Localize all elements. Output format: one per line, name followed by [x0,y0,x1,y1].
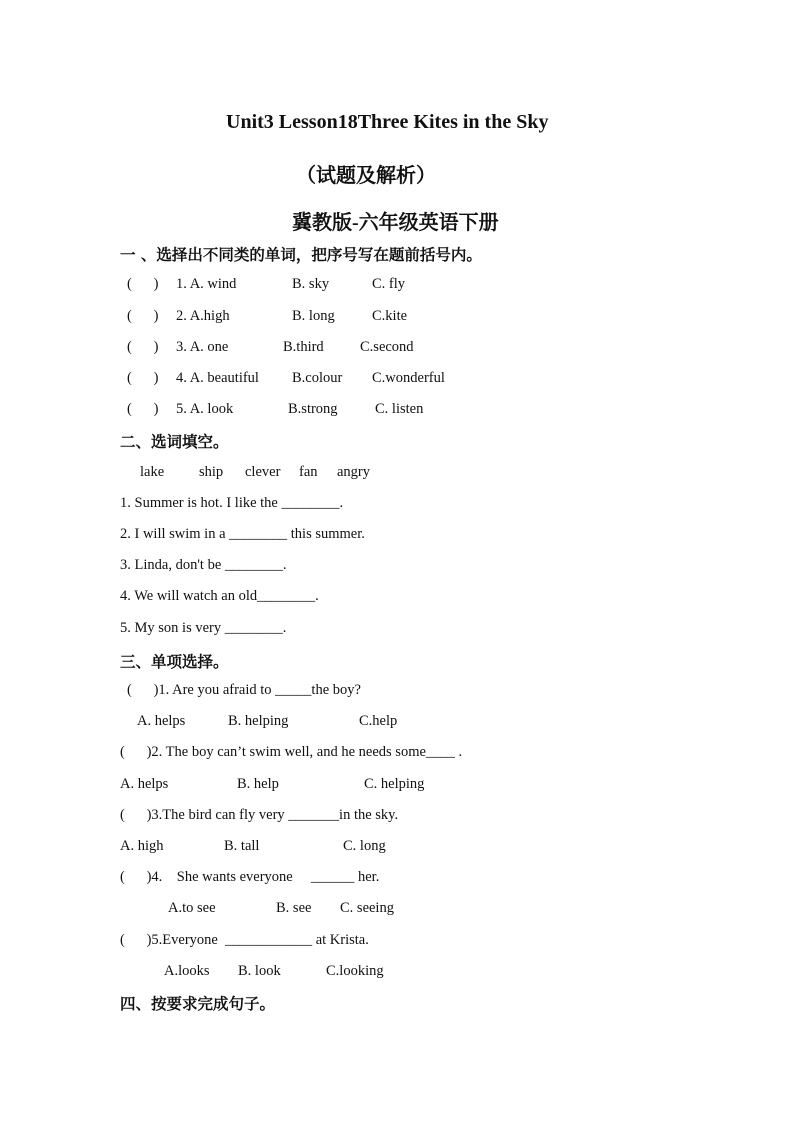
s3-q2-option-c: C. helping [364,776,425,792]
s1-q1-option-b: B. sky [292,276,330,292]
s3-q2-stem: ( )2. The boy can’t swim well, and he needs some____ . [120,744,463,760]
s1-q3-option-b: B.third [283,339,324,355]
s2-item-2: 2. I will swim in a ________ this summer. [120,526,365,542]
page-subtitle: （试题及解析） [296,165,436,187]
section-1-heading: 一 、选择出不同类的单词，把序号写在题前括号内。 [120,246,482,264]
section-3-heading: 三、单项选择。 [120,653,229,671]
section-2-heading: 二、选词填空。 [120,433,229,451]
s3-q4-stem: ( )4. She wants everyone ______ her. [120,869,380,885]
section-4-heading: 四、按要求完成句子。 [120,995,276,1013]
s3-q5-option-c: C.looking [326,963,384,979]
s1-q5-option-c: C. listen [375,401,424,417]
s1-q4-option-c: C.wonderful [372,370,445,386]
word-bank-ship: ship [199,464,224,480]
s1-q1-bracket: ( ) [127,276,159,292]
s3-q4-option-b: B. see [276,900,312,916]
word-bank-fan: fan [299,464,318,480]
word-bank-lake: lake [140,464,165,480]
s1-q5-option-a: 5. A. look [176,401,234,417]
s2-item-4: 4. We will watch an old________. [120,588,319,604]
s1-q2-option-b: B. long [292,308,335,324]
s1-q2-option-c: C.kite [372,308,408,324]
s3-q5-stem: ( )5.Everyone ____________ at Krista. [120,932,369,948]
s3-q1-option-b: B. helping [228,713,289,729]
s1-q4-option-b: B.colour [292,370,343,386]
s3-q1-stem: ( )1. Are you afraid to _____the boy? [127,682,361,698]
s3-q3-option-c: C. long [343,838,386,854]
s1-q1-option-a: 1. A. wind [176,276,237,292]
s3-q3-stem: ( )3.The bird can fly very _______in the sky. [120,807,399,823]
s3-q4-option-c: C. seeing [340,900,394,916]
s1-q3-option-c: C.second [360,339,414,355]
s3-q4-option-a: A.to see [168,900,216,916]
s3-q3-option-a: A. high [120,838,164,854]
s2-item-3: 3. Linda, don't be ________. [120,557,287,573]
s3-q5-option-a: A.looks [164,963,210,979]
s1-q3-bracket: ( ) [127,339,159,355]
s3-q2-option-b: B. help [237,776,279,792]
s3-q2-option-a: A. helps [120,776,169,792]
s1-q5-option-b: B.strong [288,401,338,417]
s3-q1-option-c: C.help [359,713,398,729]
s1-q4-bracket: ( ) [127,370,159,386]
page-title: Unit3 Lesson18Three Kites in the Sky [226,111,549,133]
s3-q1-option-a: A. helps [137,713,186,729]
s3-q3-option-b: B. tall [224,838,260,854]
s1-q2-bracket: ( ) [127,308,159,324]
s1-q2-option-a: 2. A.high [176,308,230,324]
edition-label: 冀教版-六年级英语下册 [292,212,499,234]
s2-item-1: 1. Summer is hot. I like the ________. [120,495,344,511]
s1-q1-option-c: C. fly [372,276,406,292]
s1-q4-option-a: 4. A. beautiful [176,370,259,386]
s1-q5-bracket: ( ) [127,401,159,417]
word-bank-clever: clever [245,464,281,480]
word-bank-angry: angry [337,464,371,480]
s1-q3-option-a: 3. A. one [176,339,229,355]
s2-item-5: 5. My son is very ________. [120,620,287,636]
s3-q5-option-b: B. look [238,963,281,979]
